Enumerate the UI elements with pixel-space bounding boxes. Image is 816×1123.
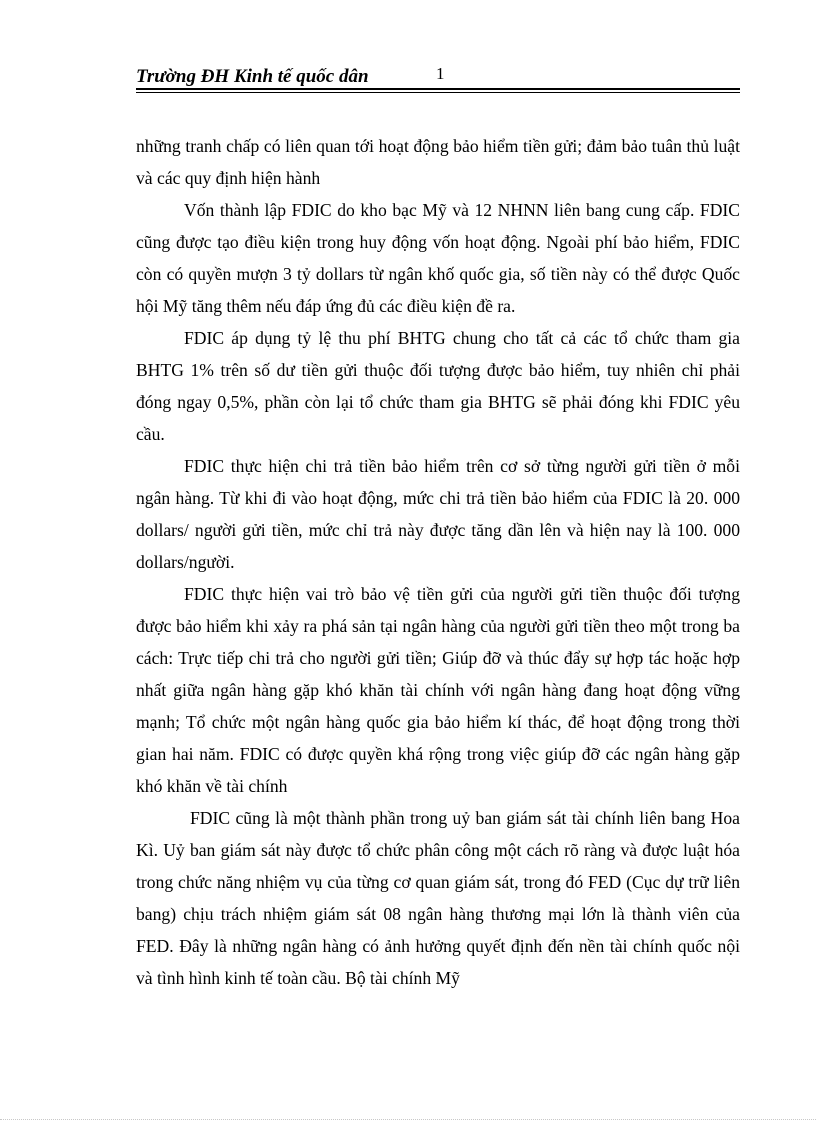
document-body [136,130,740,994]
header-rule-thin [136,92,740,93]
header-rule-thick [136,88,740,90]
page-number: 1 [436,64,445,83]
paragraph-supervision: FDIC cũng là một thành phần trong uỷ ban giám sát tài chính liên bang Hoa Kì. Uỷ ban giám sát này được tổ chức phân công một cách rõ ràng và được luật hóa trong chức năng nhiệm vụ của từng cơ quan giám sát, trong đó FED (Cục dự trữ liên bang) chịu trách nhiệm giám sát 08 ngân hàng thương mại lớn là thành viên của FED. Đây là những ngân hàng có ảnh hưởng quyết định đến nền tài chính quốc nội và tình hình kinh tế toàn cầu. Bộ tài chính Mỹ [136,808,740,988]
page-header [136,62,740,90]
page-bottom-border [0,1119,816,1120]
paragraph-premium-rate: FDIC áp dụng tỷ lệ thu phí BHTG chung cho tất cả các tổ chức tham gia BHTG 1% trên số dư tiền gửi thuộc đối tượng được bảo hiểm, tuy nhiên chỉ phải đóng ngay 0,5%, phần còn lại tổ chức tham gia BHTG sẽ phải đóng khi FDIC yêu cầu. [136,328,740,444]
paragraph-capital: Vốn thành lập FDIC do kho bạc Mỹ và 12 NHNN liên bang cung cấp. FDIC cũng được tạo điều kiện trong huy động vốn hoạt động. Ngoài phí bảo hiểm, FDIC còn có quyền mượn 3 tỷ dollars từ ngân khố quốc gia, số tiền này có thể được Quốc hội Mỹ tăng thêm nếu đáp ứng đủ các điều kiện đề ra. [136,200,740,316]
paragraph-continuation: những tranh chấp có liên quan tới hoạt động bảo hiểm tiền gửi; đảm bảo tuân thủ luật và các quy định hiện hành [136,136,740,188]
paragraph-protection-role: FDIC thực hiện vai trò bảo vệ tiền gửi của người gửi tiền thuộc đối tượng được bảo hiểm khi xảy ra phá sản tại ngân hàng của người gửi tiền theo một trong ba cách: Trực tiếp chi trả cho người gửi tiền; Giúp đỡ và thúc đẩy sự hợp tác hoặc hợp nhất giữa ngân hàng gặp khó khăn tài chính với ngân hàng đang hoạt động vững mạnh; Tổ chức một ngân hàng quốc gia bảo hiểm kí thác, để hoạt động trong thời gian hai năm. FDIC có được quyền khá rộng trong việc giúp đỡ các ngân hàng gặp khó khăn về tài chính [136,584,740,796]
paragraph-payout: FDIC thực hiện chi trả tiền bảo hiểm trên cơ sở từng người gửi tiền ở mỗi ngân hàng. Từ khi đi vào hoạt động, mức chi trả tiền bảo hiểm của FDIC là 20. 000 dollars/ người gửi tiền, mức chỉ trả này được tăng dần lên và hiện nay là 100. 000 dollars/người. [136,456,740,572]
header-title: Trường ĐH Kinh tế quốc dân [136,66,369,87]
